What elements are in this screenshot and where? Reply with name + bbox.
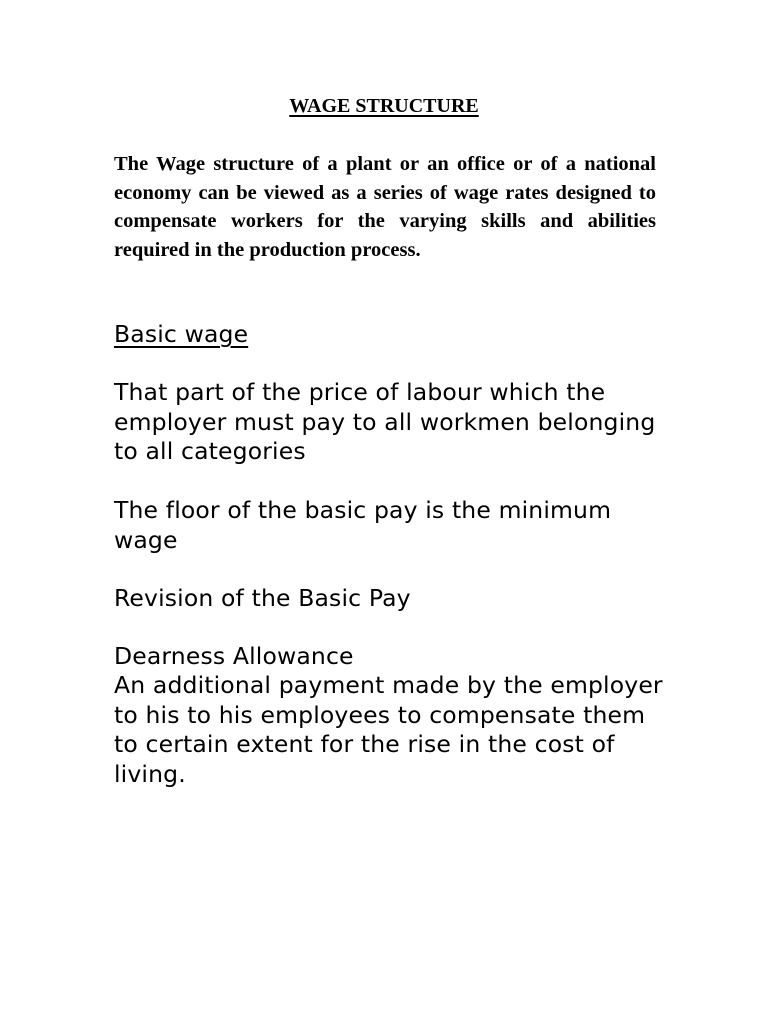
basic-wage-definition: That part of the price of labour which the employer must pay to all workmen belonging to all categories — [114, 378, 656, 465]
page-title: WAGE STRUCTURE — [289, 95, 479, 117]
intro-paragraph: The Wage structure of a plant or an office or of a national economy can be viewed as a series of wage rates designed to compensate workers for the varying skills and abilities required in the production process. — [114, 153, 656, 261]
dearness-allowance-definition: An additional payment made by the employer to his to his employees to compensate them to certain extent for the rise in the cost of living. — [114, 671, 663, 788]
basic-wage-heading: Basic wage — [114, 320, 249, 348]
floor-of-basic-pay-text: The floor of the basic pay is the minimum wage — [114, 496, 612, 554]
dearness-allowance-heading: Dearness Allowance — [114, 642, 354, 670]
revision-of-basic-pay-text: Revision of the Basic Pay — [114, 584, 411, 612]
